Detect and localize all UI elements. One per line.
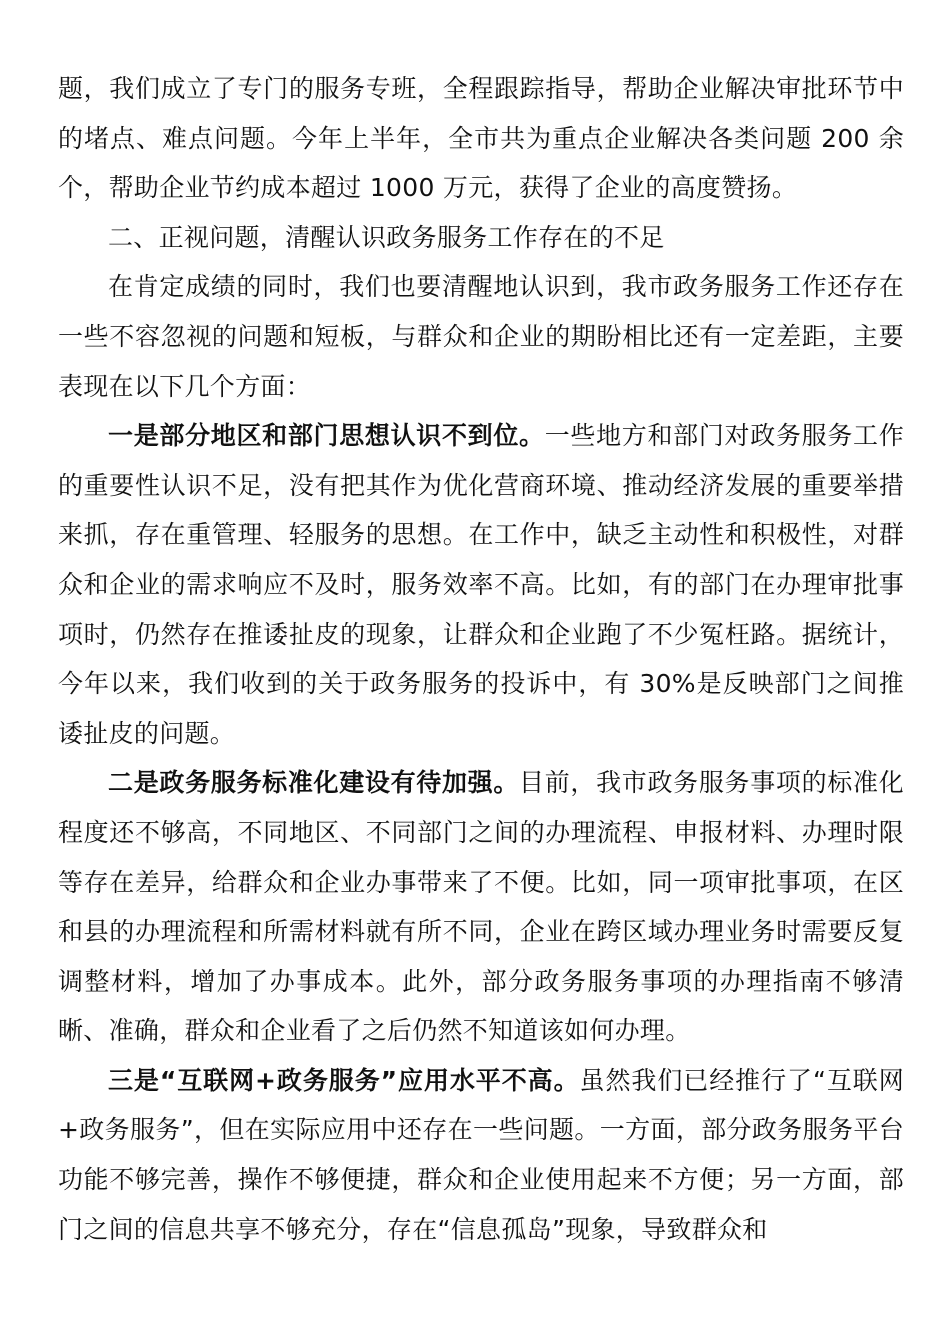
point-2-body: 目前，我市政务服务事项的标准化程度还不够高，不同地区、不同部门之间的办理流程、申报材料、办理时限等存在差异，给群众和企业办事带来了不便。比如，同一项审批事项，在区和县的办理流程和所需材料就有所不同，企业在跨区域办理业务时需要反复调整材料，增加了办事成本。此外，部分政务服务事项的办理指南不够清晰、准确，群众和企业看了之后仍然不知道该如何办理。: [58, 768, 904, 1046]
point-3-body: 虽然我们已经推行了“互联网+政务服务”，但在实际应用中还存在一些问题。一方面，部分政务服务平台功能不够完善，操作不够便捷，群众和企业使用起来不方便；另一方面，部门之间的信息共享不够充分，存在“信息孤岛”现象，导致群众和: [58, 1065, 904, 1244]
paragraph-continued: 题，我们成立了专门的服务专班，全程跟踪指导，帮助企业解决审批环节中的堵点、难点问题。今年上半年，全市共为重点企业解决各类问题 200 余个，帮助企业节约成本超过 1000 万元，获得了企业的高度赞扬。: [58, 74, 904, 203]
point-1-title: 一是部分地区和部门思想认识不到位。: [108, 421, 545, 451]
point-1-body: 一些地方和部门对政务服务工作的重要性认识不足，没有把其作为优化营商环境、推动经济发展的重要举措来抓，存在重管理、轻服务的思想。在工作中，缺乏主动性和积极性，对群众和企业的需求响应不及时，服务效率不高。比如，有的部门在办理审批事项时，仍然存在推诿扯皮的现象，让群众和企业跑了不少冤枉路。据统计，今年以来，我们收到的关于政务服务的投诉中，有 30%是反映部门之间推诿扯皮的问题。: [58, 421, 905, 748]
point-3-title: 三是“互联网+政务服务”应用水平不高。: [108, 1065, 580, 1095]
paragraph-point-2: [58, 758, 904, 1056]
section-heading: 二、正视问题，清醒认识政务服务工作存在的不足: [108, 222, 665, 252]
paragraph-point-1: [58, 411, 904, 758]
paragraph-intro: 在肯定成绩的同时，我们也要清醒地认识到，我市政务服务工作还存在一些不容忽视的问题和短板，与群众和企业的期盼相比还有一定差距，主要表现在以下几个方面：: [58, 272, 904, 401]
document-body: [58, 64, 904, 1254]
paragraph-point-3: [58, 1056, 904, 1254]
point-2-title: 二是政务服务标准化建设有待加强。: [108, 768, 520, 798]
